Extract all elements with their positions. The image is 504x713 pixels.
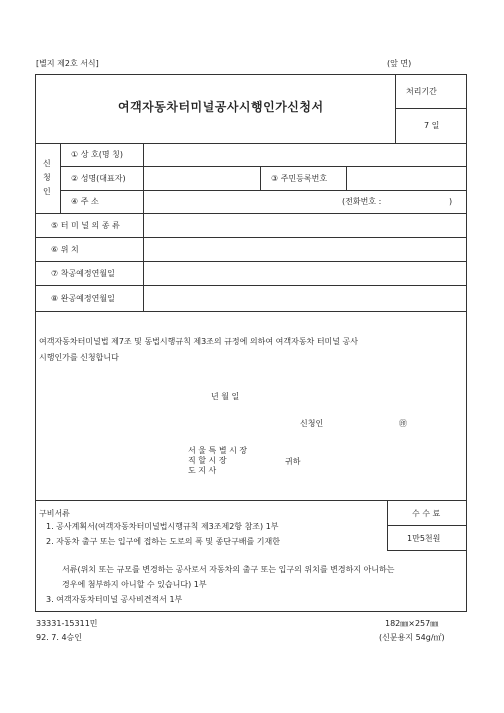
applicant-sign-label: 신청인 (300, 419, 324, 428)
row-line (60, 166, 467, 167)
document-item-2: 2. 자동차 출구 또는 입구에 접하는 도로의 폭 및 종단구배를 기재한 (46, 537, 280, 546)
terminal-type-field[interactable] (145, 215, 465, 236)
title-divider (395, 74, 396, 144)
fee-divider (387, 525, 467, 526)
id-value-col-line (346, 166, 347, 190)
footer-code: 33331-15311민 (36, 619, 98, 628)
date-line: 년 월 일 (211, 392, 240, 401)
resident-number-label: ③ 주민등록번호 (271, 174, 328, 183)
location-label: ⑥ 위 치 (51, 245, 79, 254)
row-line (35, 237, 467, 238)
document-item-3: 3. 여객자동차터미널 공사비견적서 1부 (46, 595, 183, 604)
processing-value: 7 일 (424, 121, 440, 130)
address-field[interactable] (145, 192, 335, 212)
footer-approval: 92. 7. 4승인 (36, 633, 82, 642)
end-date-field[interactable] (145, 287, 465, 310)
statement-line-1: 여객자동차터미널법 제7조 및 동법시행규칙 제3조의 규정에 의하여 여객자동차 터미널 공사 (39, 337, 358, 346)
processing-divider (395, 108, 467, 109)
start-date-field[interactable] (145, 263, 465, 284)
applicant-col-line (60, 143, 61, 213)
id-col-line (260, 166, 261, 190)
row-line (35, 311, 467, 312)
recipient-seoul: 서 울 특 별 시 장 (188, 446, 248, 455)
fee-value: 1만5천원 (407, 534, 441, 543)
start-date-label: ⑦ 착공예정연월일 (51, 269, 115, 278)
page-side-label: (앞 면) (387, 59, 412, 68)
location-field[interactable] (145, 239, 465, 260)
representative-label: ② 성명(대표자) (71, 174, 126, 183)
phone-label: (전화번호 : (342, 197, 382, 206)
representative-field[interactable] (145, 168, 258, 188)
form-title: 여객자동차터미널공사시행인가신청서 (118, 100, 324, 114)
footer-paper: (신문용지 54g/㎡) (379, 633, 445, 642)
documents-top-line (35, 500, 467, 501)
footer-size: 182㎜×257㎜ (385, 619, 439, 628)
label-col-line (143, 143, 144, 311)
document-item-2-end: 경우에 첨부하지 아니할 수 있습니다) 1부 (62, 580, 207, 589)
applicant-label-2: 청 (43, 173, 51, 182)
applicant-label-1: 신 (43, 159, 51, 168)
phone-close: ) (449, 197, 453, 206)
documents-heading: 구비서류 (39, 509, 70, 518)
end-date-label: ⑧ 완공예정연월일 (51, 294, 115, 303)
row-line (35, 261, 467, 262)
form-number: [별지 제2호 서식] (36, 59, 99, 68)
statement-line-2: 시행인가를 신청합니다 (39, 353, 119, 362)
recipient-suffix: 귀하 (285, 457, 301, 466)
recipient-province: 도 지 사 (188, 466, 217, 475)
applicant-label-3: 인 (43, 187, 51, 196)
fee-bottom (387, 550, 467, 551)
address-label: ④ 주 소 (71, 197, 99, 206)
row-line (35, 213, 467, 214)
row-line (60, 190, 467, 191)
document-item-1: 1. 공사계획서(여객자동차터미널법시행규칙 제3조제2항 참조) 1부 (46, 522, 279, 531)
resident-number-field[interactable] (348, 168, 465, 188)
company-name-label: ① 상 호(명 칭) (71, 150, 123, 159)
recipient-city: 직 할 시 장 (188, 456, 227, 465)
terminal-type-label: ⑤ 터 미 널 의 종 류 (51, 221, 120, 230)
seal-mark: ㊞ (399, 419, 407, 428)
company-name-field[interactable] (145, 145, 465, 165)
document-item-2-cont: 서류(위치 또는 규모를 변경하는 공사로서 자동차의 출구 또는 입구의 위치를 변경하지 아니하는 (62, 565, 395, 574)
processing-label: 처리기간 (406, 87, 437, 96)
row-line (35, 143, 467, 144)
fee-label: 수 수 료 (412, 509, 441, 518)
row-line (35, 285, 467, 286)
